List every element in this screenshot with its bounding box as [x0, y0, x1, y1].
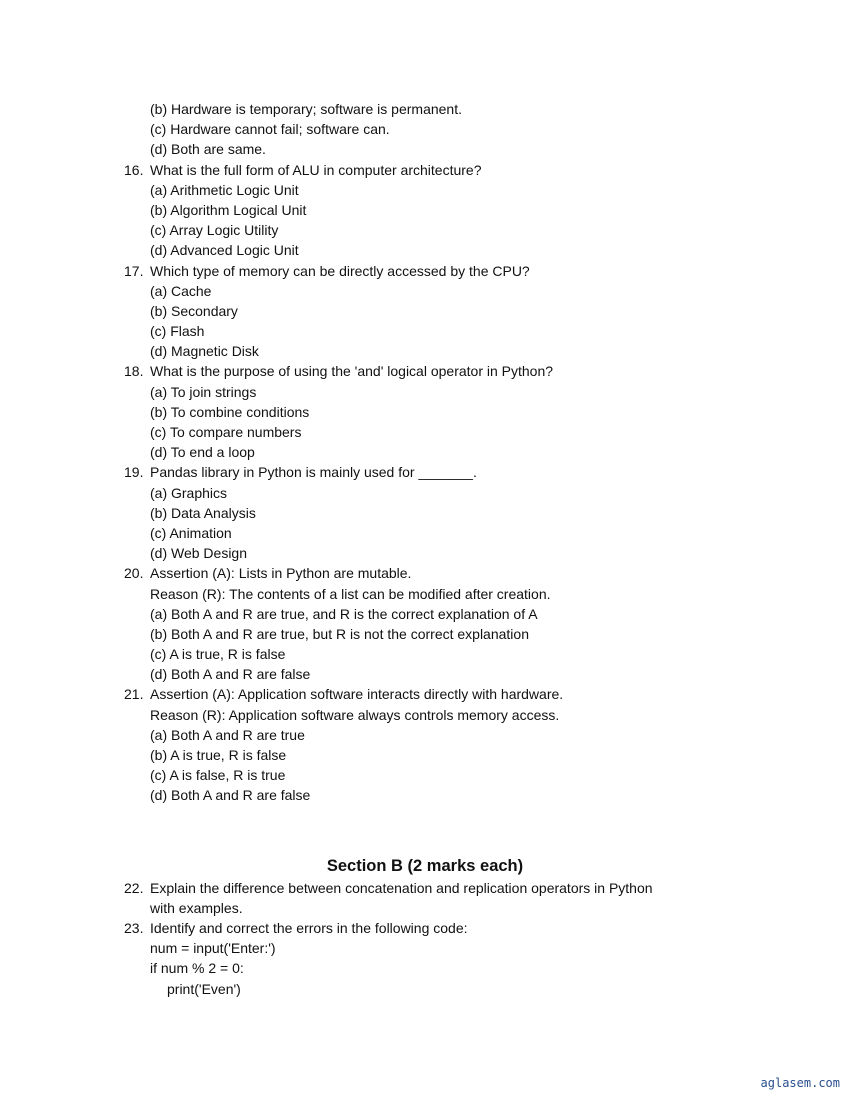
option-text: (d) To end a loop	[150, 444, 255, 461]
question-17	[0, 261, 850, 281]
option-line	[0, 341, 850, 361]
question-number: 16.	[124, 161, 144, 178]
option-line	[0, 765, 850, 785]
option-line	[0, 664, 850, 684]
option-text: (a) Arithmetic Logic Unit	[150, 181, 299, 198]
footer-watermark: aglasem.com	[760, 1076, 840, 1090]
option-line	[0, 483, 850, 503]
code-text: if num % 2 = 0:	[150, 960, 244, 977]
question-text: Pandas library in Python is mainly used for _______.	[150, 464, 477, 481]
question-22	[0, 878, 850, 898]
code-line	[0, 938, 850, 958]
option-text: (a) Graphics	[150, 484, 228, 501]
question-text: Explain the difference between concatenation and replication operators in Python	[150, 879, 653, 896]
question-16	[0, 160, 850, 180]
section-spacer	[0, 806, 850, 854]
option-text: (c) To compare numbers	[150, 424, 302, 440]
option-text: (d) Both A and R are false	[150, 787, 311, 804]
option-line	[0, 220, 850, 240]
option-text: (a) Both A and R are true, and R is the correct explanation of A	[150, 605, 538, 622]
option-text: (d) Magnetic Disk	[150, 343, 259, 360]
option-text: (c) Array Logic Utility	[150, 222, 279, 239]
option-text: (a) Both A and R are true	[150, 726, 305, 743]
option-line	[0, 604, 850, 624]
option-text: (a) Cache	[150, 282, 212, 299]
question-text: What is the purpose of using the 'and' logical operator in Python?	[150, 363, 554, 380]
option-text: (d) Both A and R are false	[150, 666, 311, 683]
option-line	[0, 523, 850, 543]
option-text: (b) To combine conditions	[150, 403, 310, 420]
option-text: (b) A is true, R is false	[150, 747, 287, 763]
option-text: (c) A is false, R is true	[150, 767, 286, 784]
assertion-text: Assertion (A): Lists in Python are mutable.	[150, 565, 412, 582]
option-text: (b) Hardware is temporary; software is permanent.	[150, 101, 462, 117]
question-text: Which type of memory can be directly accessed by the CPU?	[150, 262, 530, 279]
option-text: (d) Web Design	[150, 545, 248, 562]
question-21	[0, 684, 850, 704]
option-line	[0, 422, 850, 442]
option-line	[0, 382, 850, 402]
question-number: 23.	[124, 919, 144, 936]
option-line	[0, 301, 850, 321]
reason-text: Reason (R): The contents of a list can be modified after creation.	[150, 585, 551, 602]
question-continuation	[0, 898, 850, 918]
option-text: (a) To join strings	[150, 383, 257, 400]
section-heading-text: Section B (2 marks each)	[326, 856, 524, 875]
option-text: (b) Data Analysis	[150, 504, 256, 521]
option-line	[0, 725, 850, 745]
question-number: 22.	[124, 879, 144, 896]
option-line	[0, 745, 850, 765]
option-text: (d) Advanced Logic Unit	[150, 242, 299, 259]
section-heading	[0, 854, 850, 878]
question-text: with examples.	[150, 899, 243, 916]
question-23	[0, 918, 850, 938]
option-text: (b) Algorithm Logical Unit	[150, 201, 307, 218]
question-number: 17.	[124, 262, 144, 279]
option-line	[0, 402, 850, 422]
code-text: print('Even')	[167, 980, 241, 997]
reason-line	[0, 584, 850, 604]
option-line	[0, 180, 850, 200]
option-line	[0, 624, 850, 644]
question-number: 19.	[124, 464, 144, 481]
question-20	[0, 563, 850, 583]
reason-text: Reason (R): Application software always controls memory access.	[150, 706, 560, 723]
option-text: (d) Both are same.	[150, 141, 266, 158]
option-line	[0, 442, 850, 462]
code-line	[0, 958, 850, 978]
option-line	[0, 321, 850, 341]
question-18	[0, 361, 850, 381]
code-line	[0, 979, 850, 999]
assertion-text: Assertion (A): Application software interacts directly with hardware.	[150, 686, 564, 703]
option-line	[0, 644, 850, 664]
option-line	[0, 139, 850, 159]
option-line	[0, 99, 850, 119]
option-line	[0, 281, 850, 301]
option-text: (b) Secondary	[150, 302, 238, 319]
option-line	[0, 119, 850, 139]
question-text: Identify and correct the errors in the following code:	[150, 919, 468, 936]
option-text: (c) A is true, R is false	[150, 646, 286, 663]
option-text: (b) Both A and R are true, but R is not the correct explanation	[150, 625, 529, 642]
option-line	[0, 240, 850, 260]
option-line	[0, 200, 850, 220]
option-line	[0, 503, 850, 523]
question-number: 21.	[124, 686, 144, 703]
question-number: 18.	[124, 363, 144, 380]
question-text: What is the full form of ALU in computer architecture?	[150, 161, 482, 178]
option-text: (c) Animation	[150, 524, 232, 541]
question-number: 20.	[124, 565, 144, 582]
option-line	[0, 785, 850, 805]
option-line	[0, 543, 850, 563]
option-text: (c) Flash	[150, 323, 205, 340]
question-19	[0, 462, 850, 482]
option-text: (c) Hardware cannot fail; software can.	[150, 121, 390, 138]
code-text: num = input('Enter:')	[150, 940, 276, 957]
question-paper-page	[0, 99, 850, 999]
reason-line	[0, 705, 850, 725]
